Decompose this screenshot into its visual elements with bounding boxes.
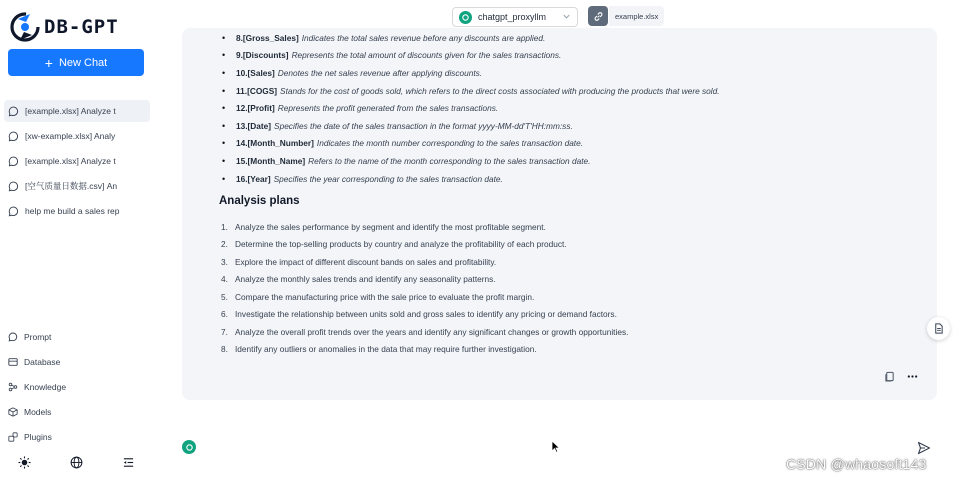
db-gpt-logo-icon xyxy=(8,10,42,44)
field-name: 11.[COGS] xyxy=(236,85,278,96)
openai-icon xyxy=(182,440,196,454)
sidebar-item-label: Knowledge xyxy=(24,381,67,392)
list-bullet: • xyxy=(222,67,226,78)
history-item-label: [example.xlsx] Analyze t xyxy=(25,156,116,166)
sidebar-bottom-tools xyxy=(18,456,135,469)
chat-bubble-icon xyxy=(8,332,18,342)
list-bullet: • xyxy=(222,120,226,131)
list-bullet: • xyxy=(222,173,226,184)
plan-text: Analyze the sales performance by segment and identify the most profitable segment. xyxy=(235,221,546,232)
history-item-label: [xw-example.xlsx] Analy xyxy=(25,131,116,141)
sidebar-item-label: Plugins xyxy=(24,431,52,442)
chat-bubble-icon xyxy=(8,106,19,117)
plan-number: 4. xyxy=(221,274,228,285)
plan-text: Identify any outliers or anomalies in the data that may require further investigation. xyxy=(235,344,537,355)
list-item xyxy=(222,170,922,188)
field-name: 8.[Gross_Sales] xyxy=(236,32,299,43)
new-chat-label: New Chat xyxy=(58,56,108,69)
history-item[interactable] xyxy=(4,125,150,147)
model-select-value: chatgpt_proxyllm xyxy=(478,12,547,22)
list-item xyxy=(221,306,921,324)
plan-text: Analyze the monthly sales trends and identify any seasonality patterns. xyxy=(235,274,496,285)
list-item xyxy=(221,218,921,236)
list-item xyxy=(221,288,921,306)
list-item xyxy=(222,82,922,100)
plan-number: 7. xyxy=(221,326,228,337)
app-logo[interactable] xyxy=(8,10,119,44)
plan-number: 3. xyxy=(221,256,228,267)
list-item xyxy=(221,323,921,341)
plan-number: 6. xyxy=(221,309,228,320)
field-description: Indicates the month number corresponding to the sales transaction date. xyxy=(316,138,584,149)
link-icon xyxy=(593,11,604,22)
list-item xyxy=(222,29,922,47)
field-name: 13.[Date] xyxy=(236,120,272,131)
model-select[interactable] xyxy=(452,7,578,27)
list-item xyxy=(221,271,921,289)
chat-input[interactable] xyxy=(204,438,894,458)
plan-text: Analyze the overall profit trends over the years and identify any significant changes or growth opportunities. xyxy=(235,326,629,337)
history-item[interactable] xyxy=(4,175,150,197)
history-item-label: [example.xlsx] Analyze t xyxy=(25,106,116,116)
send-icon[interactable] xyxy=(917,441,931,455)
field-description-list xyxy=(222,29,922,187)
plan-text: Compare the manufacturing price with the sale price to evaluate the profit margin. xyxy=(235,291,535,302)
field-description: Represents the total amount of discounts given for the sales transactions. xyxy=(291,50,562,61)
field-name: 16.[Year] xyxy=(236,173,271,184)
field-name: 12.[Profit] xyxy=(236,103,275,114)
collapse-icon[interactable] xyxy=(122,456,135,469)
history-item[interactable] xyxy=(4,150,150,172)
field-name: 9.[Discounts] xyxy=(236,50,289,61)
field-description: Specifies the year corresponding to the sales transaction date. xyxy=(273,173,503,184)
chat-history-list xyxy=(4,100,150,225)
chat-bubble-icon xyxy=(8,131,19,142)
more-icon[interactable] xyxy=(907,371,918,382)
chevron-down-icon xyxy=(562,12,571,21)
sidebar-item-prompt[interactable] xyxy=(6,324,152,349)
attach-file-button[interactable] xyxy=(588,6,608,26)
list-item xyxy=(221,253,921,271)
field-description: Represents the profit generated from the sales transactions. xyxy=(277,103,499,114)
chat-bubble-icon xyxy=(8,206,19,217)
sidebar-item-database[interactable] xyxy=(6,349,152,374)
document-icon xyxy=(933,323,944,334)
list-item xyxy=(222,64,922,82)
field-name: 15.[Month_Name] xyxy=(236,155,306,166)
analysis-plans-heading: Analysis plans xyxy=(219,195,300,207)
plan-number: 1. xyxy=(221,221,228,232)
list-bullet: • xyxy=(222,155,226,166)
field-name: 10.[Sales] xyxy=(236,67,275,78)
database-icon xyxy=(8,357,18,367)
document-float-button[interactable] xyxy=(927,317,950,340)
sidebar xyxy=(0,0,155,480)
plan-text: Investigate the relationship between units sold and gross sales to identify any pricing or demand factors. xyxy=(235,309,617,320)
message-actions xyxy=(884,371,918,382)
plan-number: 8. xyxy=(221,344,228,355)
plugin-icon xyxy=(8,432,18,442)
field-description: Denotes the net sales revenue after applying discounts. xyxy=(277,67,483,78)
sun-icon[interactable] xyxy=(18,456,31,469)
openai-icon xyxy=(459,11,472,24)
list-bullet: • xyxy=(222,103,226,114)
list-bullet: • xyxy=(222,85,226,96)
file-name-tag: example.xlsx xyxy=(609,6,664,26)
plus-icon: + xyxy=(44,54,53,71)
sidebar-item-label: Database xyxy=(24,356,61,367)
history-item[interactable] xyxy=(4,200,150,222)
watermark: CSDN @whaosoft143 xyxy=(786,456,927,472)
list-item xyxy=(222,99,922,117)
list-bullet: • xyxy=(222,50,226,61)
plan-number: 5. xyxy=(221,291,228,302)
list-bullet: • xyxy=(222,138,226,149)
field-description: Refers to the name of the month corresponding to the sales transaction date. xyxy=(308,155,591,166)
field-description: Stands for the cost of goods sold, which refers to the direct costs associated with producing the products that were sold. xyxy=(280,85,720,96)
sidebar-menu xyxy=(6,324,152,449)
globe-icon[interactable] xyxy=(70,456,83,469)
history-item[interactable] xyxy=(4,100,150,122)
history-item-label: [空气质量日数据.csv] An xyxy=(25,181,118,191)
new-chat-button[interactable] xyxy=(8,49,144,76)
copy-icon[interactable] xyxy=(884,371,895,382)
sidebar-item-label: Prompt xyxy=(24,331,52,342)
history-item-label: help me build a sales rep xyxy=(25,206,120,216)
sidebar-item-models[interactable] xyxy=(6,399,152,424)
knowledge-icon xyxy=(8,382,18,392)
list-item xyxy=(222,152,922,170)
plan-text: Determine the top-selling products by country and analyze the profitability of each product. xyxy=(235,239,567,250)
list-item xyxy=(222,135,922,153)
chat-bubble-icon xyxy=(8,156,19,167)
list-item xyxy=(222,47,922,65)
field-name: 14.[Month_Number] xyxy=(236,138,314,149)
list-bullet: • xyxy=(222,32,226,43)
cube-icon xyxy=(8,407,18,417)
plan-text: Explore the impact of different discount bands on sales and profitability. xyxy=(235,256,497,267)
list-item xyxy=(221,236,921,254)
mouse-cursor-icon xyxy=(551,440,560,453)
list-item xyxy=(222,117,922,135)
plan-number: 2. xyxy=(221,239,228,250)
sidebar-item-knowledge[interactable] xyxy=(6,374,152,399)
sidebar-item-plugins[interactable] xyxy=(6,424,152,449)
chat-bubble-icon xyxy=(8,181,19,192)
field-description: Indicates the total sales revenue before any discounts are applied. xyxy=(301,32,546,43)
field-description: Specifies the date of the sales transaction in the format yyyy-MM-dd'T'HH:mm:ss. xyxy=(274,120,573,131)
list-item xyxy=(221,341,921,359)
logo-text: DB-GPT xyxy=(44,16,119,38)
analysis-plans-list xyxy=(221,218,921,358)
sidebar-item-label: Models xyxy=(24,406,52,417)
